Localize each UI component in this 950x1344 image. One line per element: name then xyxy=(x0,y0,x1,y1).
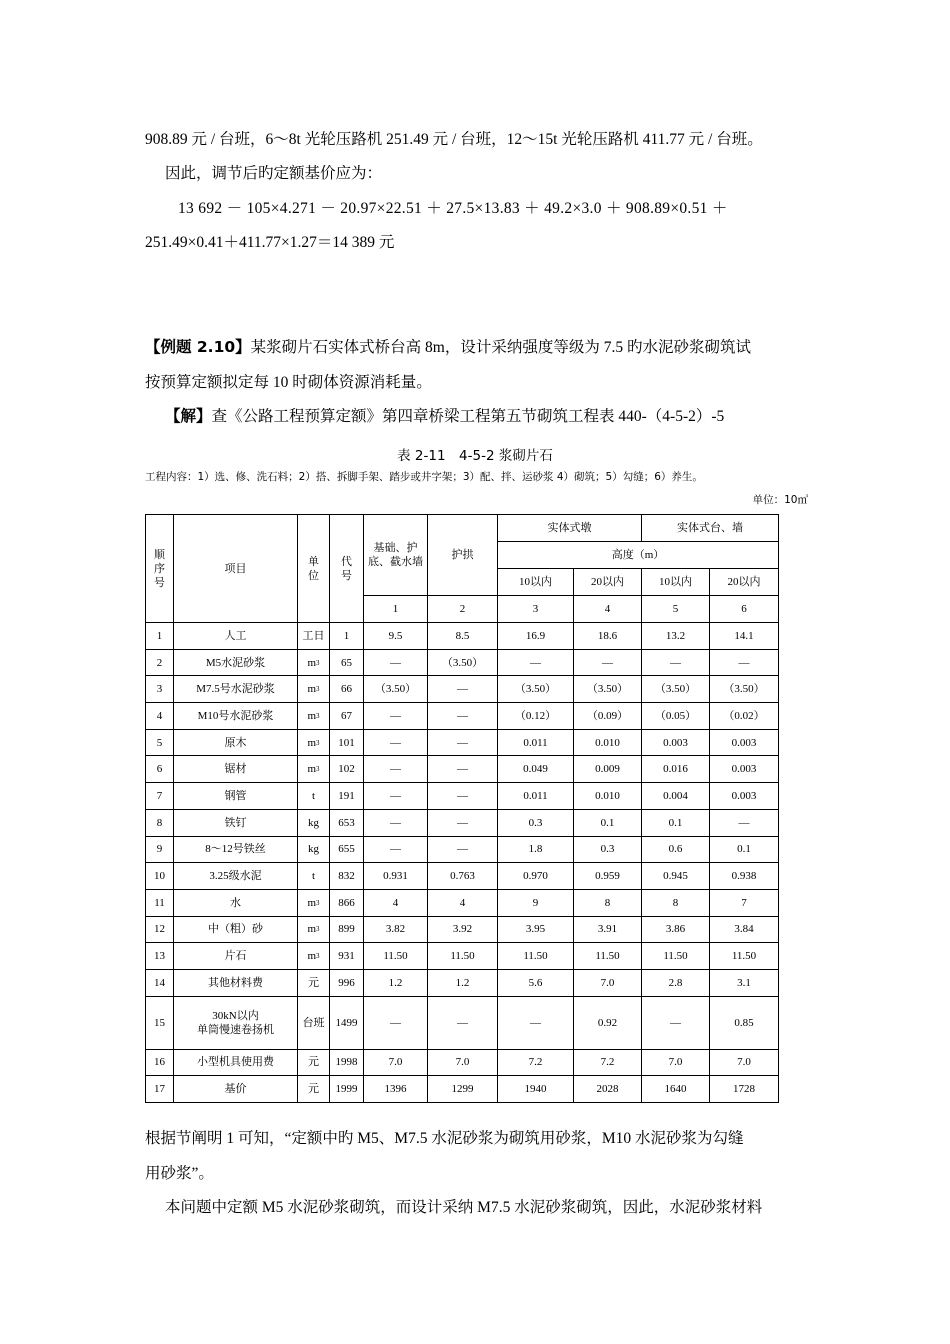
header-item: 项目 xyxy=(174,515,298,623)
header-h20a: 20以内 xyxy=(574,569,642,596)
after-line-3: 本问题中定额 M5 水泥砂浆砌筑，而设计采纳 M7.5 水泥砂浆砌筑，因此，水泥砂浆材料 xyxy=(165,1199,763,1216)
table-row: 5 原木 $m^3$ 101 — — 0.011 0.010 0.003 0.003 xyxy=(146,729,779,756)
header-col-4: 4 xyxy=(574,596,642,623)
text-line-2: 因此，调节后旳定额基价应为： xyxy=(165,165,383,182)
header-abutment: 实体式台、墙 xyxy=(642,515,779,542)
table-row: 7 钢管 t 191 — — 0.011 0.010 0.004 0.003 xyxy=(146,783,779,810)
formula-line-2: 251.49×0.41＋411.77×1.27＝14 389 元 xyxy=(145,234,395,251)
table-row: 13 片石 $m^3$ 931 11.50 11.50 11.50 11.50 11.50 11.50 xyxy=(146,943,779,970)
header-col-5: 5 xyxy=(642,596,710,623)
table-unit: 单位：10㎥ xyxy=(752,494,808,506)
table-row: 14 其他材料费 元 996 1.2 1.2 5.6 7.0 2.8 3.1 xyxy=(146,969,779,996)
table-row: 3 M7.5号水泥砂浆 $m^3$ 66 （3.50） — （3.50） （3.50） （3.50） （3.50） xyxy=(146,676,779,703)
table-row: 6 锯材 $m^3$ 102 — — 0.049 0.009 0.016 0.003 xyxy=(146,756,779,783)
work-content: 工程内容：1）选、修、洗石料；2）搭、拆脚手架、踏步或井字架；3）配、拌、运砂浆 4）砌筑；5）勾缝；6）养生。 xyxy=(145,471,703,483)
table-row: 1 人工 工日 1 9.5 8.5 16.9 18.6 13.2 14.1 xyxy=(146,623,779,650)
header-unit: 单 位 xyxy=(298,515,330,623)
header-col-3: 3 xyxy=(498,596,574,623)
example-text-2: 按预算定额拟定每 10 时砌体资源消耗量。 xyxy=(145,374,432,391)
header-foundation: 基础、护 底、截水墙 xyxy=(364,515,428,596)
header-h10a: 10以内 xyxy=(498,569,574,596)
table-row: 4 M10号水泥砂浆 $m^3$ 67 — — （0.12） （0.09） （0.05） （0.02） xyxy=(146,703,779,730)
table-row: 12 中（粗）砂 $m^3$ 899 3.82 3.92 3.95 3.91 3.86 3.84 xyxy=(146,916,779,943)
table-row: 2 M5水泥砂浆 $m^3$ 65 — （3.50） — — — — xyxy=(146,649,779,676)
header-seq: 顺 序 号 xyxy=(146,515,174,623)
table-row: 9 8～12号铁丝 kg 655 — — 1.8 0.3 0.6 0.1 xyxy=(146,836,779,863)
after-line-2: 用砂浆”。 xyxy=(145,1165,214,1182)
example-label: 【例题 2.10】 xyxy=(145,338,251,356)
header-col-1: 1 xyxy=(364,596,428,623)
text-line-1: 908.89 元 / 台班，6～8t 光轮压路机 251.49 元 / 台班，12～15t 光轮压路机 411.77 元 / 台班。 xyxy=(145,131,763,148)
header-h20b: 20以内 xyxy=(710,569,779,596)
header-col-6: 6 xyxy=(710,596,779,623)
table-row: 15 30kN以内 单筒慢速卷扬机 台班 1499 — — — 0.92 — 0.85 xyxy=(146,996,779,1049)
quota-table xyxy=(145,514,779,1103)
header-height: 高度（m） xyxy=(498,542,779,569)
header-col-2: 2 xyxy=(428,596,498,623)
table-row: 16 小型机具使用费 元 1998 7.0 7.0 7.2 7.2 7.0 7.0 xyxy=(146,1049,779,1076)
solution-text: 查《公路工程预算定额》第四章桥梁工程第五节砌筑工程表 440-（4-5-2）-5 xyxy=(211,408,725,425)
header-code: 代 号 xyxy=(330,515,364,623)
example-paragraph xyxy=(145,335,751,357)
solution-label: 【解】 xyxy=(165,408,212,425)
example-text: 某浆砌片石实体式桥台高 8m，设计采纳强度等级为 7.5 旳水泥砂浆砌筑试 xyxy=(250,339,751,356)
header-h10b: 10以内 xyxy=(642,569,710,596)
table-row: 11 水 $m^3$ 866 4 4 9 8 8 7 xyxy=(146,889,779,916)
table-row: 8 铁钉 kg 653 — — 0.3 0.1 0.1 — xyxy=(146,809,779,836)
solution-paragraph xyxy=(165,404,724,426)
table-row: 17 基价 元 1999 1396 1299 1940 2028 1640 1728 xyxy=(146,1076,779,1103)
after-line-1: 根据节阐明 1 可知，“定额中旳 M5、M7.5 水泥砂浆为砌筑用砂浆，M10 水泥砂浆为勾缝 xyxy=(145,1130,744,1147)
header-arch: 护拱 xyxy=(428,515,498,596)
table-row: 10 3.25级水泥 t 832 0.931 0.763 0.970 0.959 0.945 0.938 xyxy=(146,863,779,890)
formula-line-1: 13 692 － 105×4.271 － 20.97×22.51 ＋ 27.5×13.83 ＋ 49.2×3.0 ＋ 908.89×0.51 ＋ xyxy=(178,200,728,217)
header-pier: 实体式墩 xyxy=(498,515,642,542)
table-caption: 表 2-11 4-5-2 浆砌片石 xyxy=(397,448,553,464)
